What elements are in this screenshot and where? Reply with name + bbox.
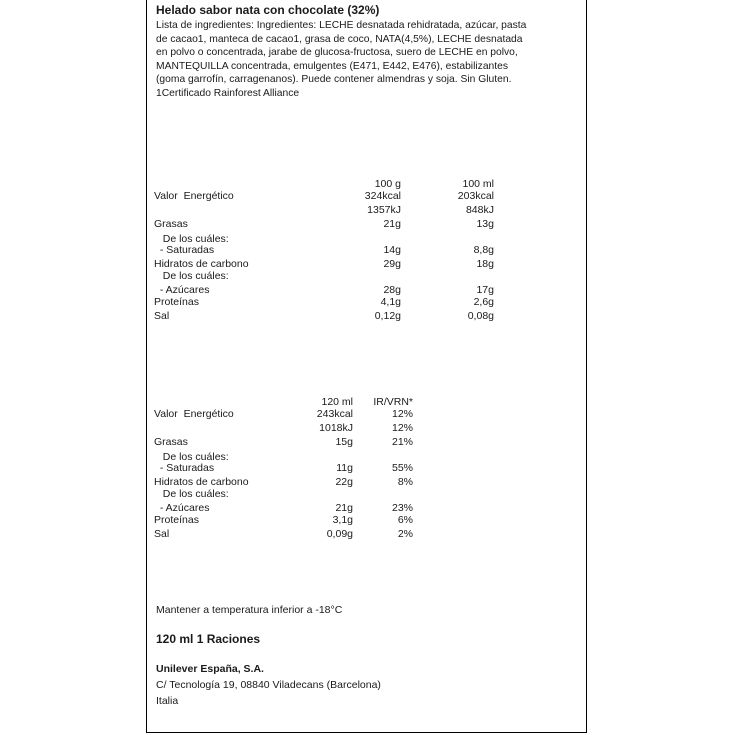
nutrient-label: Grasas (154, 436, 188, 448)
nutrient-value: 13g (476, 218, 494, 230)
nutrient-label: Hidratos de carbono (154, 476, 249, 488)
portion-info: 120 ml 1 Raciones (156, 632, 261, 646)
nutrient-value: 55% (391, 462, 413, 474)
manufacturer-address: C/ Tecnología 19, 08840 Viladecans (Barcelona) (156, 679, 381, 691)
ingredients-list: Lista de ingredientes: Ingredientes: LECHE desnatada rehidratada, azúcar, pasta de cacao1, manteca de cacao1, grasa de coco, NATA(4,5%), LECHE desnatada en polvo o concentrada, jarabe de glucosa-fructosa, suero de LECHE en polvo, MANTEQUILLA concentrada, emulgentes (E471, E442, E476), estabilizantes (goma garrofín, carragenanos). Puede contener almendras y soja. Sin Gluten. 1Certificado Rainforest Alliance (156, 20, 527, 99)
nutrient-label: De los cuáles: (154, 488, 229, 500)
nutrient-value: 6% (397, 514, 413, 526)
nutrient-value: 15g (335, 436, 353, 448)
nutrition-table-per-100 (154, 178, 584, 328)
nutrient-value: 243kcal (316, 408, 353, 420)
nutrient-label: Valor Energético (154, 408, 234, 420)
nutrient-label: Valor Energético (154, 190, 234, 202)
manufacturer-name: Unilever España, S.A. (156, 663, 264, 675)
nutrient-value: 17g (476, 284, 494, 296)
nutrient-value: 18g (476, 258, 494, 270)
nutrient-value: 22g (335, 476, 353, 488)
nutrient-value: 0,08g (467, 310, 494, 322)
nutrient-label: Sal (154, 528, 170, 540)
storage-instructions: Mantener a temperatura inferior a -18°C (156, 604, 343, 616)
nutrient-value: 2% (397, 528, 413, 540)
nutrient-label: - Azúcares (154, 284, 210, 296)
nutrient-value: 203kcal (457, 190, 494, 202)
nutrient-value: 3,1g (332, 514, 353, 526)
nutrient-value: 21g (335, 502, 353, 514)
nutrient-label: De los cuáles: (154, 451, 229, 463)
nutrient-value: 23% (391, 502, 413, 514)
nutrient-label: De los cuáles: (154, 233, 229, 245)
nutrient-value: 29g (383, 258, 401, 270)
nutrient-value: 21% (391, 436, 413, 448)
nutrient-value: 100 ml (462, 178, 494, 190)
nutrient-label: Grasas (154, 218, 188, 230)
nutrient-value: 12% (391, 422, 413, 434)
product-title: Helado sabor nata con chocolate (32%) (156, 3, 380, 17)
nutrient-label: - Saturadas (154, 462, 215, 474)
nutrient-value: 1357kJ (367, 204, 401, 216)
nutrient-value: IR/VRN* (373, 396, 413, 408)
nutrient-label: Proteínas (154, 514, 199, 526)
nutrition-table-per-serving (154, 396, 584, 546)
nutrient-label: Hidratos de carbono (154, 258, 249, 270)
nutrient-value: 8% (397, 476, 413, 488)
nutrient-label: De los cuáles: (154, 270, 229, 282)
nutrient-value: 848kJ (465, 204, 494, 216)
nutrient-value: 8,8g (473, 244, 494, 256)
nutrient-value: 28g (383, 284, 401, 296)
manufacturer-country: Italia (156, 695, 179, 707)
nutrient-value: 324kcal (364, 190, 401, 202)
nutrient-value: 2,6g (473, 296, 494, 308)
nutrient-value: 100 g (374, 178, 401, 190)
nutrient-label: - Saturadas (154, 244, 215, 256)
nutrient-value: 12% (391, 408, 413, 420)
nutrient-value: 0,12g (374, 310, 401, 322)
nutrient-value: 120 ml (321, 396, 353, 408)
nutrient-value: 0,09g (326, 528, 353, 540)
nutrient-value: 11g (336, 462, 353, 474)
nutrient-label: Proteínas (154, 296, 199, 308)
nutrient-label: Sal (154, 310, 170, 322)
nutrient-value: 14g (383, 244, 401, 256)
nutrient-label: - Azúcares (154, 502, 210, 514)
nutrient-value: 21g (383, 218, 401, 230)
nutrient-value: 1018kJ (319, 422, 353, 434)
label-frame (146, 0, 587, 733)
nutrient-value: 4,1g (380, 296, 401, 308)
